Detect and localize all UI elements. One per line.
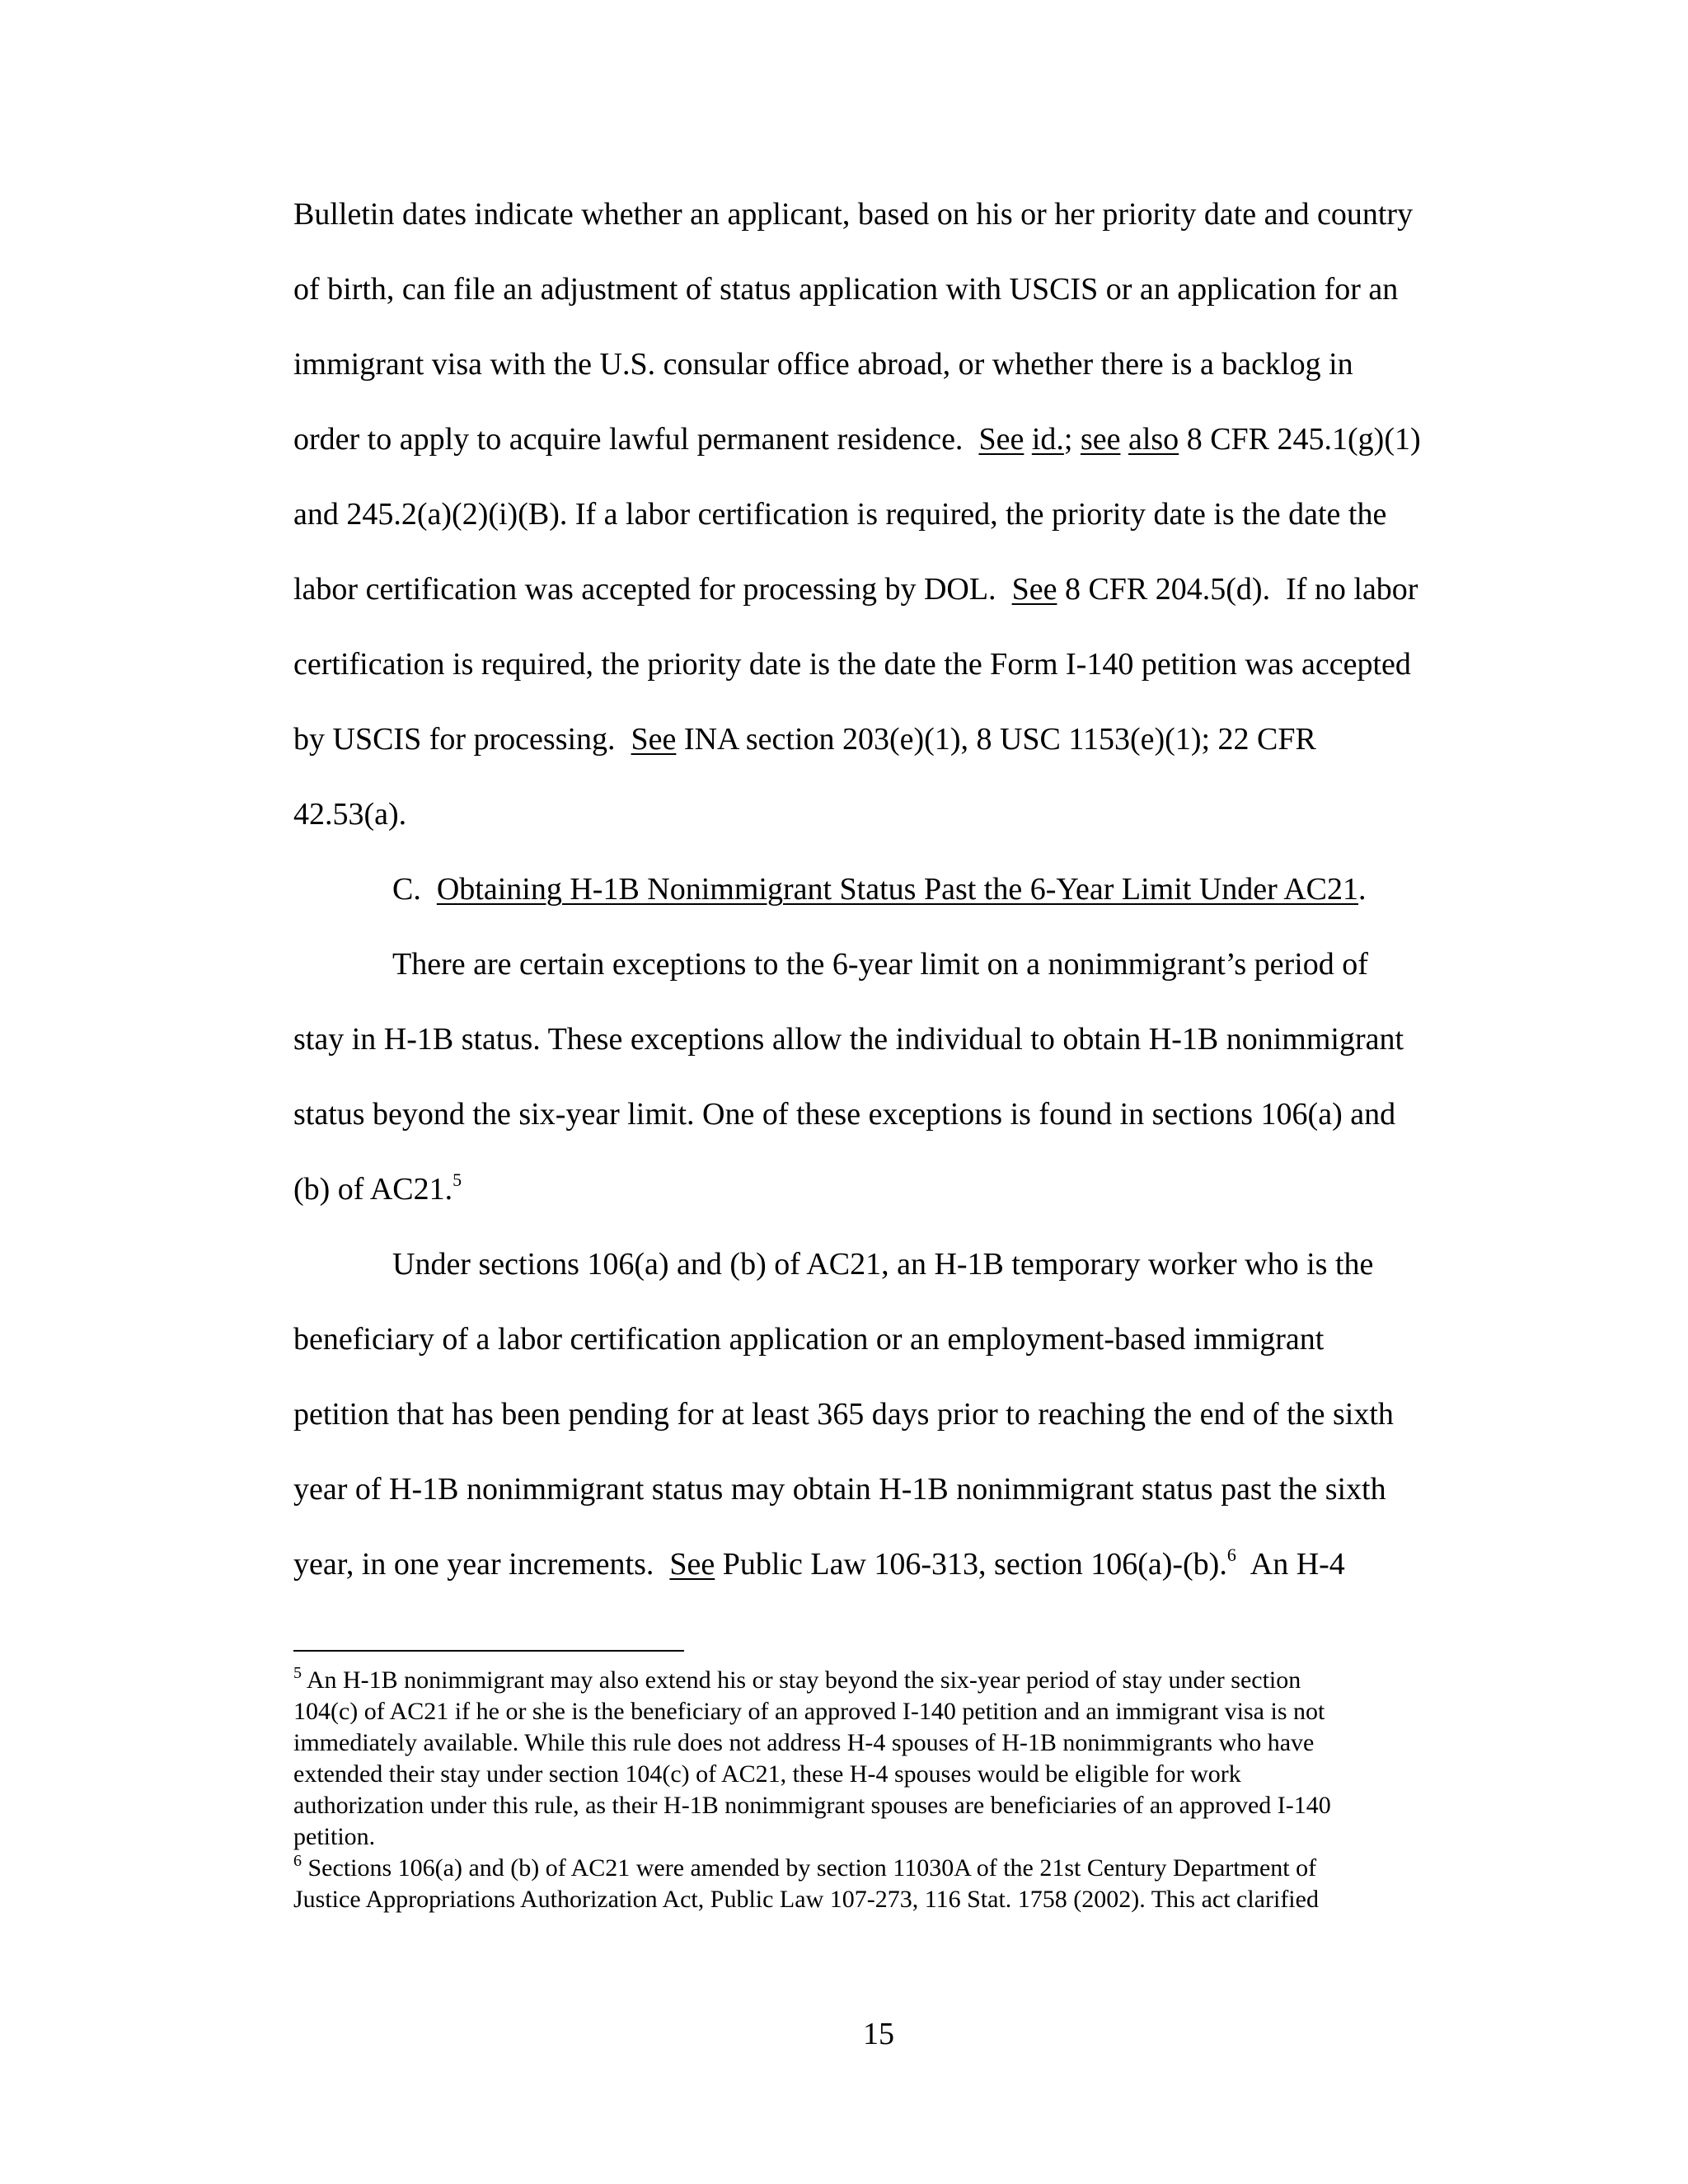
- footnote-5: $^5$ An H-1B nonimmigrant may also extend his or stay beyond the six-year period of stay under section: [293, 1664, 1301, 1694]
- footnote-line: immediately available. While this rule does not address H-4 spouses of H-1B nonimmigrants who have: [293, 1729, 1315, 1756]
- citation-signal: id.: [1031, 422, 1064, 457]
- body-line: year, in one year increments. See Public Law 106-313, section 106(a)-(b).$^6$ An H-4: [293, 1544, 1345, 1582]
- footnote-6: $^6$ Sections 106(a) and (b) of AC21 were amended by section 11030A of the 21st Century Department of: [293, 1852, 1317, 1882]
- citation-signal: see: [1080, 422, 1121, 457]
- footnote-separator: [293, 1650, 684, 1652]
- body-line: certification is required, the priority date is the date the Form I-140 petition was accepted: [293, 647, 1411, 682]
- citation-signal: See: [1011, 572, 1057, 607]
- footnote-line: 104(c) of AC21 if he or she is the beneficiary of an approved I-140 petition and an immigrant visa is not: [293, 1698, 1325, 1725]
- body-line: Under sections 106(a) and (b) of AC21, an H-1B temporary worker who is the: [392, 1247, 1374, 1282]
- body-line: There are certain exceptions to the 6-year limit on a nonimmigrant’s period of: [392, 947, 1368, 982]
- section-heading: C. Obtaining H-1B Nonimmigrant Status Past the 6-Year Limit Under AC21.: [392, 872, 1367, 907]
- citation-signal: See: [631, 722, 677, 757]
- body-line: beneficiary of a labor certification application or an employment-based immigrant: [293, 1322, 1325, 1357]
- footnote-line: petition.: [293, 1823, 376, 1850]
- footnote-line: authorization under this rule, as their H-1B nonimmigrant spouses are beneficiaries of an approved I-140: [293, 1792, 1331, 1819]
- footnote-line: extended their stay under section 104(c) of AC21, these H-4 spouses would be eligible for work: [293, 1760, 1241, 1788]
- body-line: petition that has been pending for at least 365 days prior to reaching the end of the sixth: [293, 1397, 1394, 1432]
- footnote-ref-5: 5: [452, 1169, 462, 1190]
- citation-signal: See: [978, 422, 1025, 457]
- body-line: order to apply to acquire lawful permanent residence. See id.; see also 8 CFR 245.1(g)(1): [293, 422, 1421, 457]
- footnote-line: Justice Appropriations Authorization Act, Public Law 107-273, 116 Stat. 1758 (2002). This act clarified: [293, 1886, 1319, 1913]
- section-heading-title: Obtaining H-1B Nonimmigrant Status Past the 6-Year Limit Under AC21: [436, 872, 1358, 907]
- body-line: year of H-1B nonimmigrant status may obtain H-1B nonimmigrant status past the sixth: [293, 1472, 1386, 1507]
- footnote-marker: 5: [293, 1664, 302, 1682]
- body-line: Bulletin dates indicate whether an applicant, based on his or her priority date and country: [293, 197, 1414, 232]
- body-line: and 245.2(a)(2)(i)(B). If a labor certification is required, the priority date is the date the: [293, 497, 1387, 532]
- body-line: of birth, can file an adjustment of status application with USCIS or an application for an: [293, 272, 1399, 307]
- body-line: stay in H-1B status. These exceptions allow the individual to obtain H-1B nonimmigrant: [293, 1022, 1404, 1057]
- body-line: (b) of AC21.$^5$: [293, 1169, 462, 1207]
- citation-signal: also: [1128, 422, 1179, 457]
- footnote-ref-6: 6: [1226, 1544, 1236, 1565]
- body-line: immigrant visa with the U.S. consular office abroad, or whether there is a backlog in: [293, 347, 1353, 382]
- citation-signal: See: [669, 1547, 715, 1582]
- body-line: by USCIS for processing. See INA section 203(e)(1), 8 USC 1153(e)(1); 22 CFR: [293, 722, 1316, 757]
- page-number: 15: [863, 2017, 894, 2051]
- body-line: labor certification was accepted for processing by DOL. See 8 CFR 204.5(d). If no labor: [293, 572, 1418, 607]
- body-line: status beyond the six-year limit. One of these exceptions is found in sections 106(a) and: [293, 1097, 1396, 1132]
- footnote-marker: 6: [293, 1852, 302, 1870]
- body-line: 42.53(a).: [293, 797, 407, 832]
